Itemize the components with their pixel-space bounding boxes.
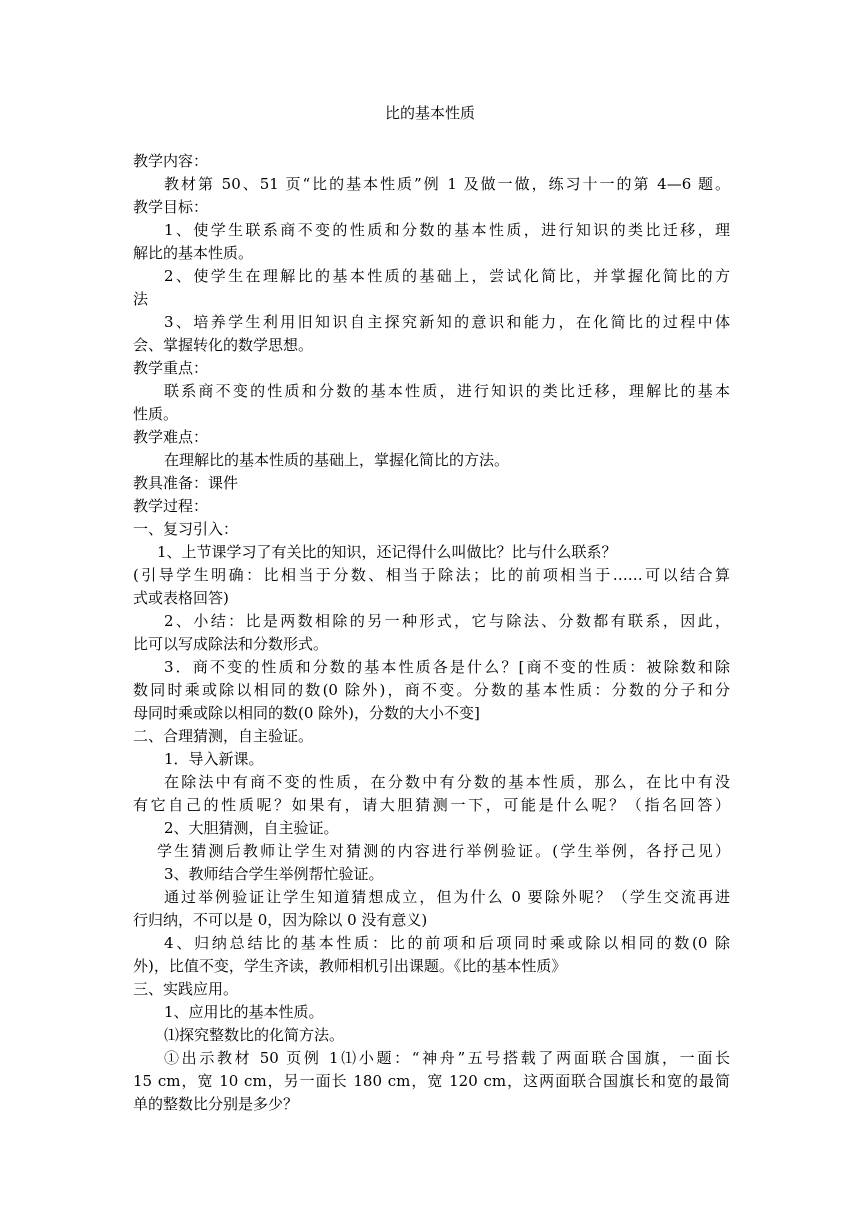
paragraph-line: 母同时乘或除以相同的数(0 除外)，分数的大小不变] <box>133 704 480 722</box>
section-heading-difficulties: 教学难点： <box>133 428 209 446</box>
section-heading-review: 一、复习引入： <box>133 520 239 538</box>
paragraph-line: 学生猜测后教师让学生对猜测的内容进行举例验证。(学生举例，各抒己见） <box>157 842 730 860</box>
paragraph-line: 比可以写成除法和分数形式。 <box>133 635 329 653</box>
section-heading-process: 教学过程： <box>133 497 209 515</box>
paragraph-line: 有它自己的性质呢？如果有，请大胆猜测一下，可能是什么呢？（指名回答） <box>133 796 730 814</box>
paragraph-line: 会、掌握转化的数学思想。 <box>133 336 314 354</box>
paragraph-line: 数同时乘或除以相同的数(0 除外)，商不变。分数的基本性质：分数的分子和分 <box>133 681 730 699</box>
section-heading-tools: 教具准备：课件 <box>133 474 239 492</box>
paragraph-line: 在除法中有商不变的性质，在分数中有分数的基本性质，那么，在比中有没 <box>164 773 730 791</box>
section-heading-practice: 三、实践应用。 <box>133 980 239 998</box>
paragraph-line: 教材第 50、51 页“比的基本性质”例 1 及做一做，练习十一的第 4—6 题。 <box>164 175 730 193</box>
paragraph-line: 2、使学生在理解比的基本性质的基础上，尝试化简比，并掌握化简比的方 <box>164 267 730 285</box>
paragraph-line: 性质。 <box>133 405 179 423</box>
paragraph-line: ⑴探究整数比的化简方法。 <box>164 1026 345 1044</box>
paragraph-line: 联系商不变的性质和分数的基本性质，进行知识的类比迁移，理解比的基本 <box>164 382 730 400</box>
paragraph-line: 1．导入新课。 <box>164 750 264 768</box>
paragraph-line: 4、归纳总结比的基本性质：比的前项和后项同时乘或除以相同的数(0 除 <box>164 934 730 952</box>
paragraph-line: 在理解比的基本性质的基础上，掌握化简比的方法。 <box>164 451 510 469</box>
section-heading-guess: 二、合理猜测，自主验证。 <box>133 727 314 745</box>
paragraph-line: 3、培养学生利用旧知识自主探究新知的意识和能力，在化简比的过程中体 <box>164 313 730 331</box>
section-heading-objectives: 教学目标： <box>133 198 209 216</box>
paragraph-line: 1、使学生联系商不变的性质和分数的基本性质，进行知识的类比迁移，理 <box>164 221 730 239</box>
paragraph-line: 式或表格回答) <box>133 589 229 607</box>
document-title: 比的基本性质 <box>384 104 475 122</box>
paragraph-line: ①出示教材 50 页例 1⑴小题：“神舟”五号搭载了两面联合国旗，一面长 <box>164 1049 730 1067</box>
paragraph-line: 15 cm，宽 10 cm，另一面长 180 cm，宽 120 cm，这两面联合国旗长和宽的最简 <box>133 1072 730 1090</box>
paragraph-line: 解比的基本性质。 <box>133 244 254 262</box>
paragraph-line: 行归纳，不可以是 0，因为除以 0 没有意义) <box>133 911 428 929</box>
paragraph-line: 1、应用比的基本性质。 <box>164 1003 324 1021</box>
paragraph-line: 法 <box>133 290 149 308</box>
section-heading-key-points: 教学重点： <box>133 359 209 377</box>
paragraph-line: (引导学生明确：比相当于分数、相当于除法；比的前项相当于……可以结合算 <box>133 566 730 584</box>
paragraph-line: 单的整数比分别是多少？ <box>133 1095 299 1113</box>
section-heading-content: 教学内容： <box>133 152 209 170</box>
paragraph-line: 2、小结：比是两数相除的另一种形式，它与除法、分数都有联系，因此， <box>164 612 730 630</box>
paragraph-line: 1、上节课学习了有关比的知识，还记得什么叫做比？比与什么联系？ <box>157 543 617 561</box>
paragraph-line: 3、教师结合学生举例帮忙验证。 <box>164 865 384 883</box>
paragraph-line: 通过举例验证让学生知道猜想成立，但为什么 0 要除外呢？（学生交流再进 <box>164 888 730 906</box>
paragraph-line: 3．商不变的性质和分数的基本性质各是什么？[商不变的性质：被除数和除 <box>164 658 730 676</box>
paragraph-line: 外)，比值不变，学生齐读，教师相机引出课题。《比的基本性质》 <box>133 957 567 975</box>
paragraph-line: 2、大胆猜测，自主验证。 <box>164 819 339 837</box>
